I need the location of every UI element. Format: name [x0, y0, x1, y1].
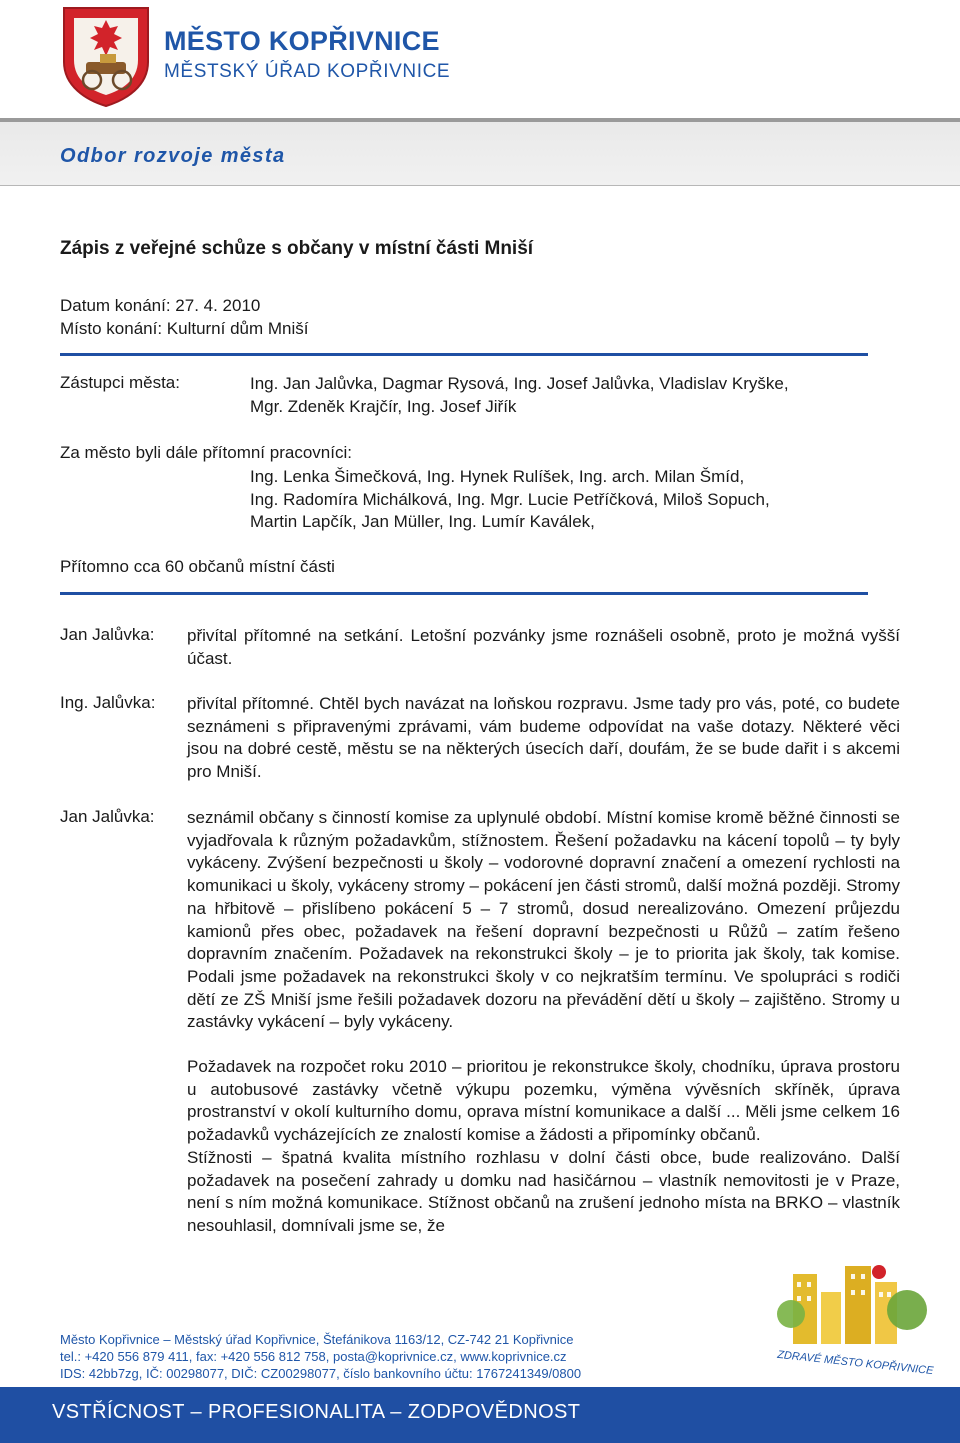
representatives-label: Zástupci města: [60, 373, 180, 392]
footer-band [0, 1387, 960, 1443]
footer-address: Město Kopřivnice – Městský úřad Kopřivnice, Štefánikova 1163/12, CZ-742 21 Kopřivnice [60, 1332, 574, 1347]
meeting-date: Datum konání: 27. 4. 2010 [60, 296, 261, 315]
speaker-label: Jan Jalůvka: [60, 807, 155, 826]
divider [60, 353, 868, 356]
department-title: Odbor rozvoje města [60, 145, 286, 167]
speech-text [187, 693, 900, 784]
staff-label: Za město byli dále přítomní pracovníci: [60, 443, 352, 462]
meeting-place: Místo konání: Kulturní dům Mniší [60, 319, 309, 338]
speech-paragraph: přivítal přítomné na setkání. Letošní pozvánky jsme roznášeli osobně, proto je možná vyšší účast. [187, 626, 900, 668]
speech-paragraph: přivítal přítomné. Chtěl bych navázat na loňskou rozpravu. Jsme tady pro vás, poté, co budete seznámeni s připravenými zprávami, vám budeme odpovídat na vaše dotazy. Některé věci jsou na dobré cestě, městu se na některých úsecích daří, doufám, že se bude dařit i s akcemi pro Mniší. [187, 694, 900, 782]
footer-contacts: tel.: +420 556 879 411, fax: +420 556 812 758, posta@koprivnice.cz, www.koprivnice.cz [60, 1349, 567, 1364]
staff-list [250, 466, 900, 534]
speaker-label: Ing. Jalůvka: [60, 693, 156, 712]
attendance: Přítomno cca 60 občanů místní části [60, 557, 335, 576]
speech-paragraph: Stížnosti – špatná kvalita místního rozhlasu v dolní části obce, bude realizováno. Další požadavek na posečení zahrady u domku nad hasičárnou – vlastník nemovitosti je v Praze, není s ním možná komunikace. Stížnost občanů na zrušení jednoho místa na BRKO – vlastník nesouhlasil, domnívali jsme se, že [187, 1147, 900, 1235]
speech-text [187, 807, 900, 1307]
speech-text [187, 625, 900, 670]
footer-ids: IDS: 42bb7zg, IČ: 00298077, DIČ: CZ00298077, číslo bankovního účtu: 1767241349/0800 [60, 1366, 582, 1381]
healthy-city-logo-text: ZDRAVÉ MĚSTO KOPŘIVNICE [776, 1348, 934, 1378]
office-name: MĚSTSKÝ ÚŘAD KOPŘIVNICE [164, 61, 451, 82]
representatives-list [250, 373, 900, 418]
representatives-line: Mgr. Zdeněk Krajčír, Ing. Josef Jiřík [250, 396, 517, 416]
representatives-line: Ing. Jan Jalůvka, Dagmar Rysová, Ing. Josef Jalůvka, Vladislav Kryške, [250, 374, 789, 393]
speech-paragraph: seznámil občany s činností komise za uplynulé období. Místní komise kromě běžné činnosti se vyjadřovala k různým požadavkům, stížnostem. Řešení požadavku na kácení topolů – ty byly vykáceny. Zvýšení bezpečnosti u školy – vodorovné dopravní značení a omezení rychlosti na komunikaci u školy, vykáceny stromy – pokácení jen části stromů, další možná později. Stromy na hřbitově – přislíbeno pokácení 5 – 7 stromů, dosud nerealizováno. Omezení průjezdu kamionů přes obec, požadavek na řešení dopravní bezpečnosti u Růžů – zatím řešeno dopravním značením. Požadavek na rekonstrukci školy – je to priorita jak školy, tak komise. Podali jsme požadavek na rekonstrukci školy v co nejkratším termínu. Ve spolupráci s rodiči dětí ze ZŠ Mniší jsme řešili požadavek dozoru na převádění dětí u školy – zajištěno. Stromy u zastávky vykácení – byly vykáceny. [187, 808, 900, 1032]
letterhead [0, 0, 960, 118]
staff-line: Ing. Lenka Šimečková, Ing. Hynek Rulíšek, Ing. arch. Milan Šmíd, [250, 467, 745, 486]
staff-line: Martin Lapčík, Jan Müller, Ing. Lumír Kaválek, [250, 512, 595, 532]
footer-motto: VSTŘÍCNOST – PROFESIONALITA – ZODPOVĚDNOST [52, 1401, 581, 1423]
staff-line: Ing. Radomíra Michálková, Ing. Mgr. Lucie Petříčková, Miloš Sopuch, [250, 489, 770, 509]
footer [0, 1320, 960, 1443]
document-title: Zápis z veřejné schůze s občany v místní části Mniší [60, 238, 534, 259]
city-name: MĚSTO KOPŘIVNICE [164, 26, 440, 56]
divider [60, 592, 868, 595]
speech-paragraph: Požadavek na rozpočet roku 2010 – prioritou je rekonstrukce školy, chodníku, úprava prostoru u autobusové zastávky včetně výkupu pozemku, výměna vývěsních skříněk, úprava prostranství v okolí kulturního domu, oprava místní komunikace a další ... Měli jsme celkem 16 požadavků vycházejících ze znalostí komise a žádosti a připomínky občanů. [187, 1057, 900, 1145]
speaker-label: Jan Jalůvka: [60, 625, 155, 644]
department-band [0, 118, 960, 186]
city-crest-icon [60, 4, 152, 108]
